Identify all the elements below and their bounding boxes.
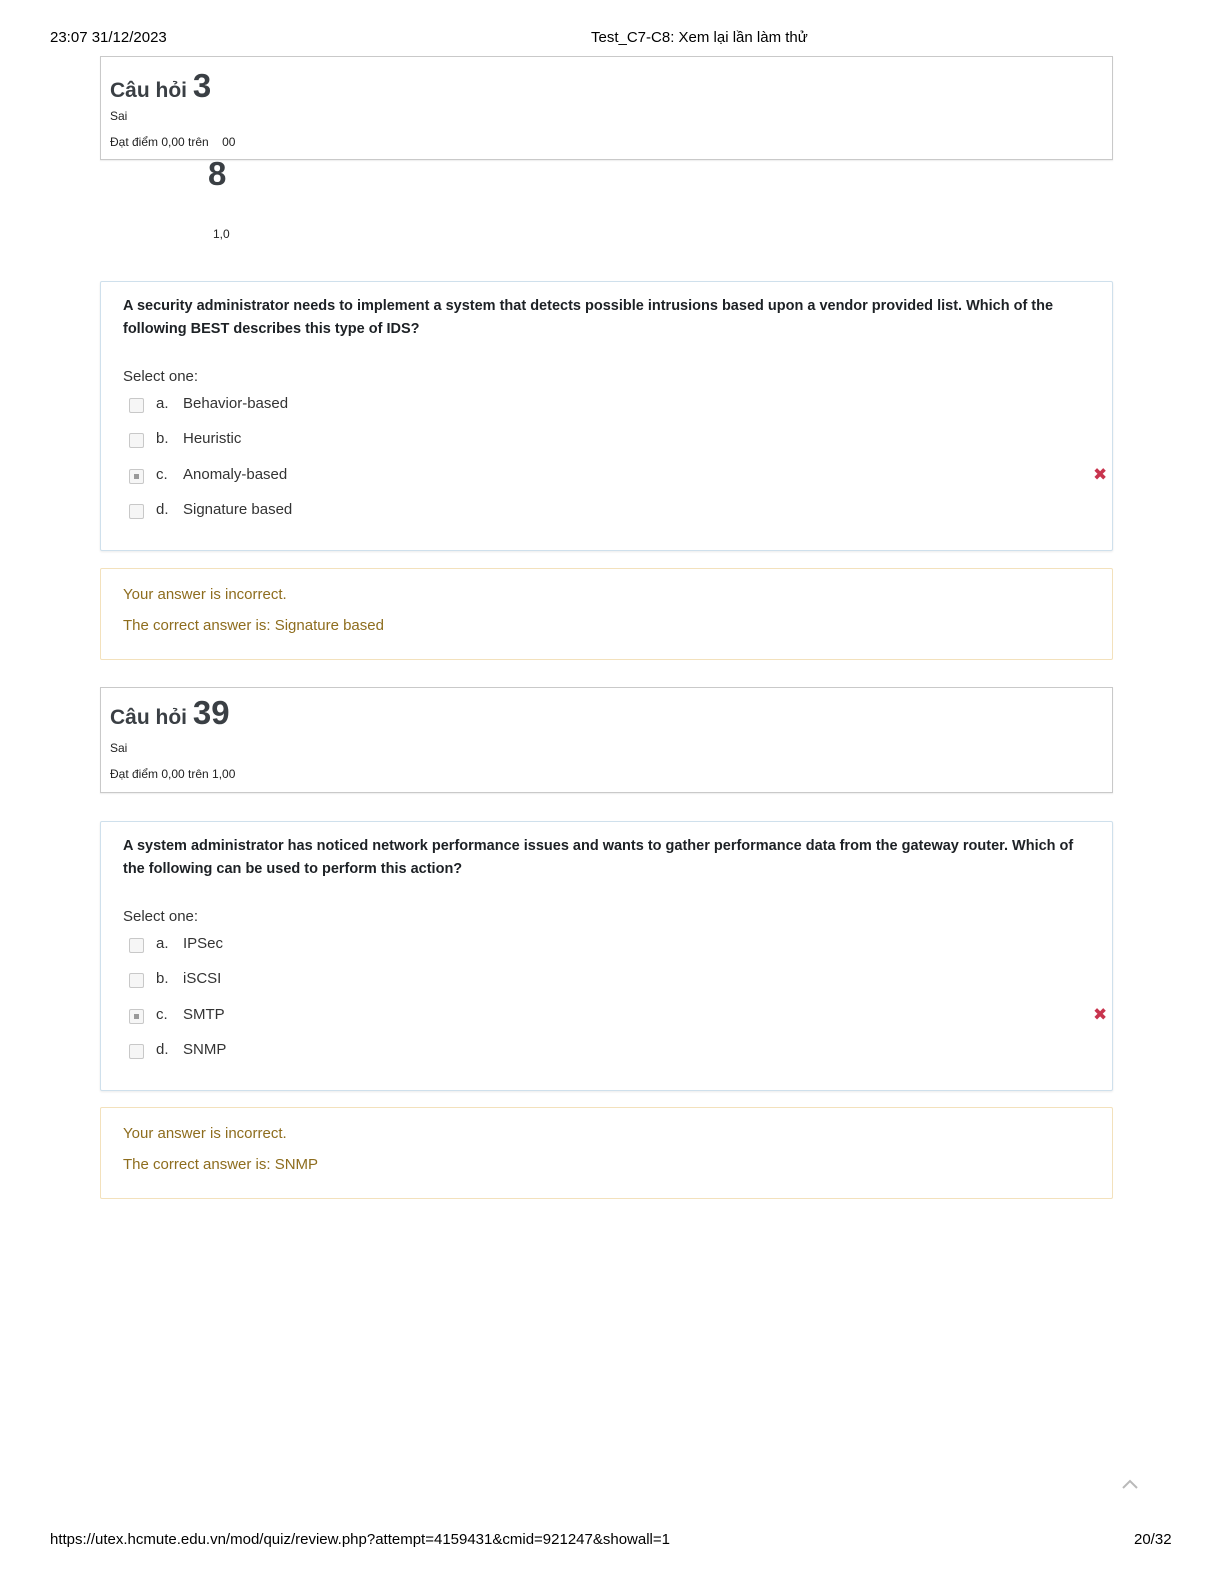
chevron-up-icon[interactable] <box>1120 1474 1140 1494</box>
option-letter: c. <box>156 466 168 483</box>
feedback-incorrect: Your answer is incorrect. <box>123 586 287 603</box>
print-title: Test_C7-C8: Xem lại lần làm thử <box>591 29 808 46</box>
question-label: Câu hỏi <box>110 79 187 102</box>
incorrect-icon: ✖ <box>1093 1005 1108 1024</box>
option-text: Heuristic <box>183 430 242 447</box>
answer-option-a[interactable] <box>129 935 1089 957</box>
question-content-38 <box>100 281 1113 551</box>
answer-option-c[interactable] <box>129 465 1108 488</box>
option-letter: a. <box>156 395 169 412</box>
print-page-number: 20/32 <box>1134 1531 1172 1548</box>
radio-button[interactable] <box>129 433 144 448</box>
question-content-39 <box>100 821 1113 1091</box>
question-number-overflow: 8 <box>208 155 227 192</box>
option-letter: a. <box>156 935 169 952</box>
grade-partial-tail: 00 <box>222 135 236 149</box>
question-text: A system administrator has noticed network performance issues and wants to gather performance data from the gateway router. Which of the following can be used to perform this action? <box>123 838 1074 877</box>
question-info-39 <box>100 687 1113 793</box>
option-text: SNMP <box>183 1041 227 1058</box>
radio-button[interactable] <box>129 398 144 413</box>
radio-button-selected[interactable] <box>129 469 144 484</box>
question-grade <box>110 135 235 149</box>
answer-option-c[interactable] <box>129 1005 1108 1028</box>
question-grade: Đạt điểm 0,00 trên 1,00 <box>110 767 236 781</box>
question-state: Sai <box>110 109 128 123</box>
print-datetime: 23:07 31/12/2023 <box>50 29 167 46</box>
answer-option-d[interactable] <box>129 1041 1089 1063</box>
question-number: 39 <box>192 694 230 731</box>
answer-option-d[interactable] <box>129 501 1089 523</box>
option-text: IPSec <box>183 935 224 952</box>
feedback-38 <box>100 568 1113 660</box>
question-heading <box>110 694 230 732</box>
option-text: iSCSI <box>183 970 222 987</box>
select-one-label: Select one: <box>123 908 199 925</box>
incorrect-icon: ✖ <box>1093 465 1108 484</box>
option-text: Anomaly-based <box>183 466 288 483</box>
question-number: 3 <box>192 67 212 104</box>
print-url: https://utex.hcmute.edu.vn/mod/quiz/review.php?attempt=4159431&cmid=921247&showall=1 <box>50 1531 670 1548</box>
question-grade-overflow: 1,0 <box>213 227 230 241</box>
option-letter: b. <box>156 970 169 987</box>
question-label: Câu hỏi <box>110 706 187 729</box>
answer-option-b[interactable] <box>129 430 1089 452</box>
question-state: Sai <box>110 741 128 755</box>
radio-button[interactable] <box>129 1044 144 1059</box>
feedback-incorrect: Your answer is incorrect. <box>123 1125 287 1142</box>
radio-button-selected[interactable] <box>129 1009 144 1024</box>
option-text: SMTP <box>183 1006 225 1023</box>
radio-button[interactable] <box>129 973 144 988</box>
select-one-label: Select one: <box>123 368 199 385</box>
question-text: A security administrator needs to implement a system that detects possible intrusions based upon a vendor provided list. Which of the following BEST describes this type of IDS? <box>123 298 1054 337</box>
radio-button[interactable] <box>129 938 144 953</box>
option-letter: d. <box>156 1041 169 1058</box>
feedback-correct-answer: The correct answer is: Signature based <box>123 617 384 634</box>
option-text: Behavior-based <box>183 395 289 412</box>
radio-button[interactable] <box>129 504 144 519</box>
question-heading <box>110 67 211 105</box>
answer-option-a[interactable] <box>129 395 1089 417</box>
option-letter: b. <box>156 430 169 447</box>
answer-option-b[interactable] <box>129 970 1089 992</box>
option-letter: c. <box>156 1006 168 1023</box>
feedback-39 <box>100 1107 1113 1199</box>
option-letter: d. <box>156 501 169 518</box>
option-text: Signature based <box>183 501 293 518</box>
question-info-38 <box>100 56 1113 160</box>
grade-partial: Đạt điểm 0,00 trên <box>110 135 213 149</box>
feedback-correct-answer: The correct answer is: SNMP <box>123 1156 319 1173</box>
